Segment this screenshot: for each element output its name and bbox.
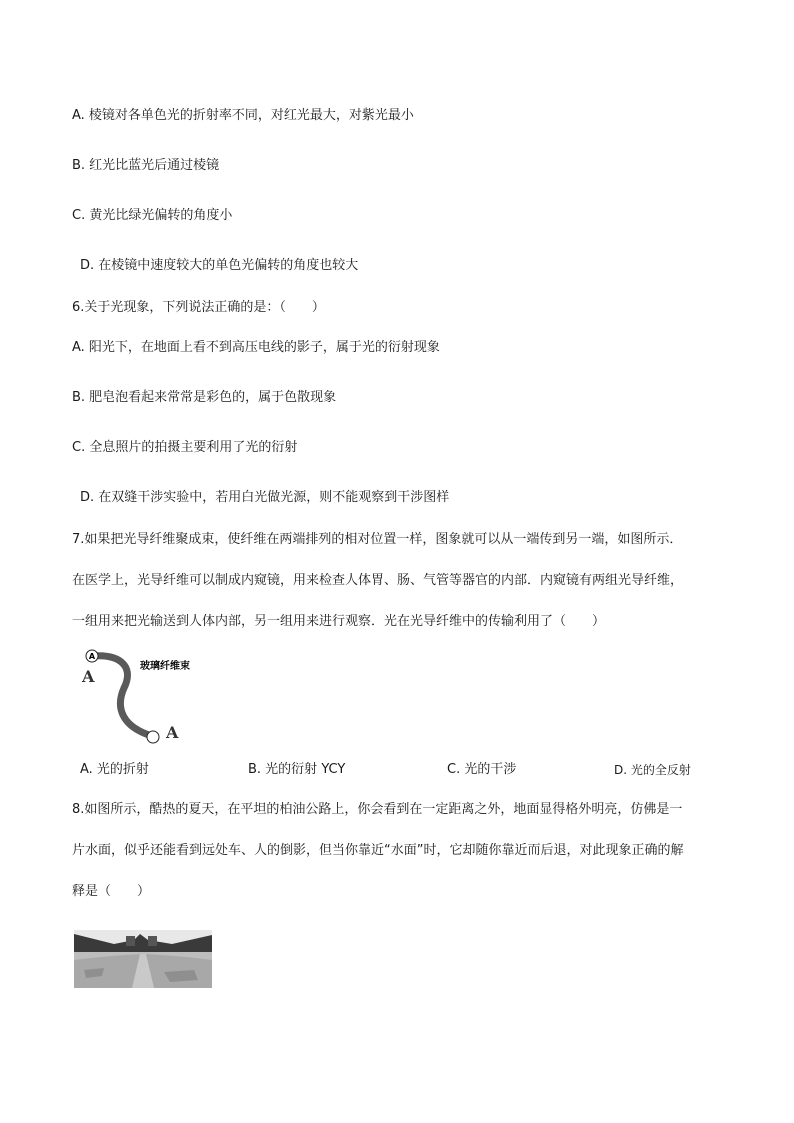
q7-stem-line-2: 在医学上，光导纤维可以制成内窥镜，用来检查人体胃、肠、气管等器官的内部．内窥镜有两组光导纤维， bbox=[72, 573, 684, 588]
q5-option-c: C. 黄光比绿光偏转的角度小 bbox=[72, 208, 233, 223]
q8-stem-line-3: 释是（ ） bbox=[72, 884, 151, 899]
q6-stem: 6.关于光现象，下列说法正确的是：（ ） bbox=[72, 300, 325, 315]
q6-option-d: D. 在双缝干涉实验中，若用白光做光源，则不能观察到干涉图样 bbox=[80, 490, 450, 505]
q8-stem-line-2: 片水面，似乎还能看到远处车、人的倒影，但当你靠近“水面”时，它却随你靠近而后退，对此现象正确的解 bbox=[72, 843, 684, 858]
fiber-end-bottom bbox=[147, 731, 159, 743]
fiber-end-top-letter: A bbox=[88, 652, 96, 661]
q7-stem-line-1: 7.如果把光导纤维聚成束，使纤维在两端排列的相对位置一样，图象就可以从一端传到另一端，如图所示． bbox=[72, 532, 683, 547]
fiber-bundle-label: 玻璃纤维束 bbox=[140, 661, 190, 672]
image-letter-top: A bbox=[82, 667, 95, 686]
q7-stem-line-3: 一组用来把光输送到人体内部，另一组用来进行观察．光在光导纤维中的传输利用了（ ） bbox=[72, 614, 606, 629]
q5-option-a: A. 棱镜对各单色光的折射率不同，对红光最大，对紫光最小 bbox=[72, 108, 414, 123]
q7-option-b: B. 光的衍射 YCY bbox=[248, 762, 346, 777]
q7-option-a: A. 光的折射 bbox=[80, 762, 149, 777]
q6-option-a: A. 阳光下，在地面上看不到高压电线的影子，属于光的衍射现象 bbox=[72, 340, 440, 355]
q5-option-d: D. 在棱镜中速度较大的单色光偏转的角度也较大 bbox=[80, 258, 359, 273]
mirage-road-photo bbox=[74, 930, 212, 988]
q8-stem-line-1: 8.如图所示，酷热的夏天，在平坦的柏油公路上，你会看到在一定距离之外，地面显得格外明亮，仿佛是一 bbox=[72, 802, 683, 817]
q6-option-c: C. 全息照片的拍摄主要利用了光的衍射 bbox=[72, 440, 298, 455]
fiber-bundle-figure bbox=[74, 646, 214, 746]
q7-option-c: C. 光的干涉 bbox=[447, 762, 517, 777]
q6-option-b: B. 肥皂泡看起来常常是彩色的，属于色散现象 bbox=[72, 390, 337, 405]
q5-option-b: B. 红光比蓝光后通过棱镜 bbox=[72, 158, 220, 173]
image-letter-bottom: A bbox=[166, 723, 179, 742]
q7-option-d: D. 光的全反射 bbox=[614, 763, 691, 777]
